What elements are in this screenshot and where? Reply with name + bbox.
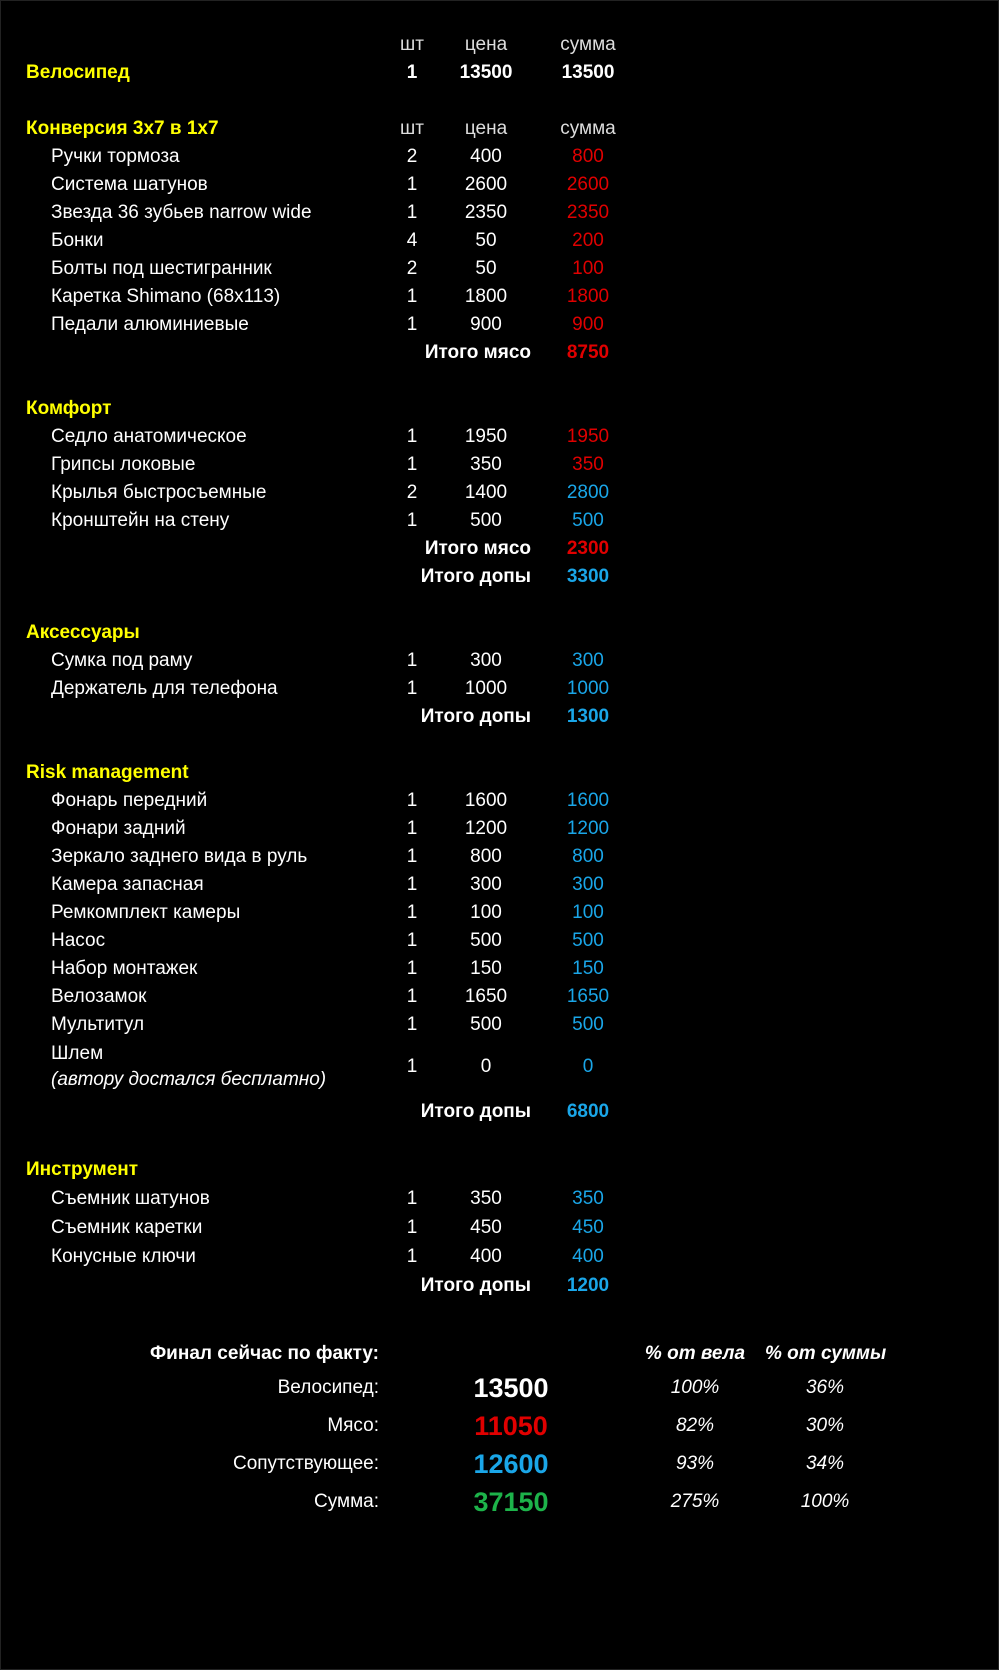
total-row bbox=[0, 703, 999, 731]
total-extra-value: 6800 bbox=[566, 1101, 610, 1122]
item-name: Камера запасная bbox=[51, 874, 204, 895]
item-qty: 1 bbox=[406, 1056, 418, 1077]
item-price: 2350 bbox=[464, 202, 508, 223]
item-sum: 500 bbox=[572, 510, 604, 531]
table-row bbox=[0, 311, 999, 339]
final-pct-bike: 100% bbox=[670, 1377, 720, 1398]
item-name: Седло анатомическое bbox=[51, 426, 247, 447]
final-pct-total: 36% bbox=[805, 1377, 845, 1398]
final-pct-total: 100% bbox=[800, 1491, 850, 1512]
item-name: Насос bbox=[51, 930, 106, 951]
item-sum: 500 bbox=[572, 930, 604, 951]
total-meat-value: 8750 bbox=[566, 342, 610, 363]
column-qty: шт bbox=[400, 118, 424, 139]
table-row bbox=[0, 227, 999, 255]
item-qty: 2 bbox=[406, 482, 418, 503]
item-price: 900 bbox=[470, 314, 502, 335]
total-row bbox=[0, 563, 999, 591]
item-price: 2600 bbox=[464, 174, 508, 195]
column-sum: сумма bbox=[560, 34, 616, 55]
item-sum: 2350 bbox=[566, 202, 610, 223]
item-sum: 1650 bbox=[566, 986, 610, 1007]
table-row bbox=[0, 507, 999, 535]
table-row bbox=[0, 647, 999, 675]
item-qty: 1 bbox=[406, 678, 418, 699]
total-row bbox=[0, 1272, 999, 1300]
table-row bbox=[0, 675, 999, 703]
item-qty: 4 bbox=[406, 230, 418, 251]
item-qty: 1 bbox=[406, 846, 418, 867]
total-meat-label: Итого мясо bbox=[424, 342, 531, 363]
total-extra-label: Итого допы bbox=[420, 1101, 531, 1122]
item-qty: 1 bbox=[406, 930, 418, 951]
item-qty: 1 bbox=[406, 958, 418, 979]
section-title: Risk management bbox=[26, 762, 189, 783]
total-extra-value: 1300 bbox=[566, 706, 610, 727]
final-value: 37150 bbox=[473, 1487, 549, 1517]
final-pct-bike: 82% bbox=[675, 1415, 715, 1436]
item-price: 400 bbox=[470, 1246, 502, 1267]
item-sum: 800 bbox=[572, 846, 604, 867]
final-label: Велосипед: bbox=[277, 1377, 379, 1398]
bike-price: 13500 bbox=[459, 62, 513, 83]
item-price: 800 bbox=[470, 846, 502, 867]
item-name: Ремкомплект камеры bbox=[51, 902, 241, 923]
item-sum: 100 bbox=[572, 902, 604, 923]
item-qty: 1 bbox=[406, 986, 418, 1007]
table-row bbox=[0, 871, 999, 899]
table-row bbox=[0, 1243, 999, 1271]
item-name: Бонки bbox=[51, 230, 104, 251]
final-pct-bike: 93% bbox=[675, 1453, 715, 1474]
total-meat-value: 2300 bbox=[566, 538, 610, 559]
item-qty: 1 bbox=[406, 286, 418, 307]
item-name: Ручки тормоза bbox=[51, 146, 180, 167]
item-name: Крылья быстросъемные bbox=[51, 482, 267, 503]
item-sum: 150 bbox=[572, 958, 604, 979]
item-qty: 1 bbox=[406, 1188, 418, 1209]
column-header-row bbox=[0, 31, 999, 59]
section-title: Аксессуары bbox=[26, 622, 140, 643]
item-sum: 400 bbox=[572, 1246, 604, 1267]
final-title: Финал сейчас по факту: bbox=[149, 1343, 379, 1364]
total-extra-label: Итого допы bbox=[420, 706, 531, 727]
item-qty: 1 bbox=[406, 174, 418, 195]
final-pct-total: 34% bbox=[805, 1453, 845, 1474]
final-row-bike bbox=[0, 1369, 999, 1407]
item-price: 500 bbox=[470, 510, 502, 531]
table-row bbox=[0, 451, 999, 479]
item-price: 1950 bbox=[464, 426, 508, 447]
section-header-comfort bbox=[0, 395, 999, 423]
item-price: 1400 bbox=[464, 482, 508, 503]
final-col-pct-bike: % от вела bbox=[644, 1343, 746, 1364]
table-row bbox=[0, 283, 999, 311]
item-sum: 1600 bbox=[566, 790, 610, 811]
item-sum: 1200 bbox=[566, 818, 610, 839]
table-row bbox=[0, 1214, 999, 1242]
total-extra-label: Итого допы bbox=[420, 1275, 531, 1296]
table-row bbox=[0, 423, 999, 451]
item-price: 1600 bbox=[464, 790, 508, 811]
item-price: 400 bbox=[470, 146, 502, 167]
total-row bbox=[0, 339, 999, 367]
item-sum: 0 bbox=[582, 1056, 594, 1077]
item-sum: 1950 bbox=[566, 426, 610, 447]
final-pct-total: 30% bbox=[805, 1415, 845, 1436]
section-header-tools bbox=[0, 1156, 999, 1184]
section-header-accessories bbox=[0, 619, 999, 647]
item-name: Болты под шестигранник bbox=[51, 258, 272, 279]
section-header-conversion bbox=[0, 115, 999, 143]
item-qty: 1 bbox=[406, 818, 418, 839]
item-sum: 900 bbox=[572, 314, 604, 335]
table-row bbox=[0, 787, 999, 815]
item-sum: 1000 bbox=[566, 678, 610, 699]
item-sum: 500 bbox=[572, 1014, 604, 1035]
total-row bbox=[0, 535, 999, 563]
item-sum: 300 bbox=[572, 650, 604, 671]
item-price: 100 bbox=[470, 902, 502, 923]
item-qty: 1 bbox=[406, 902, 418, 923]
total-extra-value: 3300 bbox=[566, 566, 610, 587]
final-col-pct-total: % от суммы bbox=[765, 1343, 887, 1364]
item-name: Конусные ключи bbox=[51, 1246, 196, 1267]
item-sum: 2800 bbox=[566, 482, 610, 503]
total-extra-value: 1200 bbox=[566, 1275, 610, 1296]
final-label: Мясо: bbox=[327, 1415, 379, 1436]
item-qty: 2 bbox=[406, 146, 418, 167]
bike-row bbox=[0, 59, 999, 87]
table-row bbox=[0, 815, 999, 843]
final-value: 11050 bbox=[474, 1411, 548, 1441]
item-qty: 1 bbox=[406, 426, 418, 447]
item-qty: 1 bbox=[406, 454, 418, 475]
table-row bbox=[0, 171, 999, 199]
item-price: 500 bbox=[470, 930, 502, 951]
item-name: Набор монтажек bbox=[51, 958, 198, 979]
table-row bbox=[0, 1011, 999, 1039]
bike-qty: 1 bbox=[406, 62, 418, 83]
section-title: Комфорт bbox=[26, 398, 112, 419]
column-sum: сумма bbox=[560, 118, 616, 139]
item-price: 50 bbox=[475, 258, 497, 279]
item-price: 1200 bbox=[464, 818, 508, 839]
item-name: Фонарь передний bbox=[51, 790, 208, 811]
item-price: 50 bbox=[475, 230, 497, 251]
item-sum: 450 bbox=[572, 1217, 604, 1238]
item-price: 500 bbox=[470, 1014, 502, 1035]
item-price: 300 bbox=[470, 650, 502, 671]
item-name: Кронштейн на стену bbox=[51, 510, 230, 531]
final-row-total bbox=[0, 1483, 999, 1521]
item-price: 350 bbox=[470, 454, 502, 475]
item-price: 1800 bbox=[464, 286, 508, 307]
item-qty: 1 bbox=[406, 314, 418, 335]
item-sum: 200 bbox=[572, 230, 604, 251]
table-row bbox=[0, 255, 999, 283]
table-row bbox=[0, 199, 999, 227]
item-name: Сумка под раму bbox=[51, 650, 193, 671]
table-row bbox=[0, 479, 999, 507]
table-row bbox=[0, 1039, 999, 1095]
table-row bbox=[0, 899, 999, 927]
item-sum: 350 bbox=[572, 454, 604, 475]
final-pct-bike: 275% bbox=[670, 1491, 720, 1512]
table-row bbox=[0, 927, 999, 955]
final-label: Сопутствующее: bbox=[232, 1453, 379, 1474]
item-name: Съемник каретки bbox=[51, 1217, 203, 1238]
table-row bbox=[0, 843, 999, 871]
item-qty: 1 bbox=[406, 202, 418, 223]
item-name: Держатель для телефона bbox=[51, 678, 278, 699]
table-row bbox=[0, 1185, 999, 1213]
item-name: Велозамок bbox=[51, 986, 147, 1007]
item-price: 0 bbox=[480, 1056, 492, 1077]
item-sum: 300 bbox=[572, 874, 604, 895]
final-label: Сумма: bbox=[314, 1491, 379, 1512]
item-name: Зеркало заднего вида в руль bbox=[51, 846, 308, 867]
item-name: Съемник шатунов bbox=[51, 1188, 210, 1209]
bike-sum: 13500 bbox=[561, 62, 615, 83]
table-row bbox=[0, 983, 999, 1011]
item-name: Фонари задний bbox=[51, 818, 186, 839]
item-sum: 1800 bbox=[566, 286, 610, 307]
item-name: Педали алюминиевые bbox=[51, 314, 249, 335]
item-sum: 800 bbox=[572, 146, 604, 167]
item-price: 350 bbox=[470, 1188, 502, 1209]
item-name: Грипсы локовые bbox=[51, 454, 196, 475]
item-name: Каретка Shimano (68x113) bbox=[51, 286, 281, 307]
item-qty: 1 bbox=[406, 1014, 418, 1035]
column-price: цена bbox=[464, 118, 508, 139]
section-header-risk bbox=[0, 759, 999, 787]
item-title: Шлем bbox=[51, 1043, 104, 1064]
final-row-meat bbox=[0, 1407, 999, 1445]
final-header-row bbox=[0, 1335, 999, 1373]
total-meat-label: Итого мясо bbox=[424, 538, 531, 559]
item-qty: 1 bbox=[406, 650, 418, 671]
final-value: 13500 bbox=[473, 1373, 549, 1403]
item-qty: 1 bbox=[406, 874, 418, 895]
item-sum: 2600 bbox=[566, 174, 610, 195]
table-row bbox=[0, 143, 999, 171]
item-sum: 350 bbox=[572, 1188, 604, 1209]
item-name bbox=[51, 1041, 326, 1093]
section-title: Конверсия 3х7 в 1х7 bbox=[26, 118, 219, 139]
total-extra-label: Итого допы bbox=[420, 566, 531, 587]
item-qty: 1 bbox=[406, 1246, 418, 1267]
item-note: (автору достался бесплатно) bbox=[51, 1069, 327, 1090]
table-row bbox=[0, 955, 999, 983]
item-name: Звезда 36 зубьев narrow wide bbox=[51, 202, 312, 223]
column-price: цена bbox=[464, 34, 508, 55]
item-qty: 1 bbox=[406, 510, 418, 531]
total-row bbox=[0, 1098, 999, 1126]
item-price: 450 bbox=[470, 1217, 502, 1238]
item-qty: 2 bbox=[406, 258, 418, 279]
item-qty: 1 bbox=[406, 1217, 418, 1238]
column-qty: шт bbox=[400, 34, 424, 55]
final-row-extras bbox=[0, 1445, 999, 1483]
item-name: Система шатунов bbox=[51, 174, 208, 195]
item-name: Мультитул bbox=[51, 1014, 145, 1035]
item-price: 300 bbox=[470, 874, 502, 895]
item-price: 150 bbox=[470, 958, 502, 979]
item-price: 1000 bbox=[464, 678, 508, 699]
section-title: Инструмент bbox=[26, 1159, 139, 1180]
final-value: 12600 bbox=[473, 1449, 549, 1479]
bike-title: Велосипед bbox=[26, 62, 130, 83]
item-price: 1650 bbox=[464, 986, 508, 1007]
item-qty: 1 bbox=[406, 790, 418, 811]
item-sum: 100 bbox=[572, 258, 604, 279]
